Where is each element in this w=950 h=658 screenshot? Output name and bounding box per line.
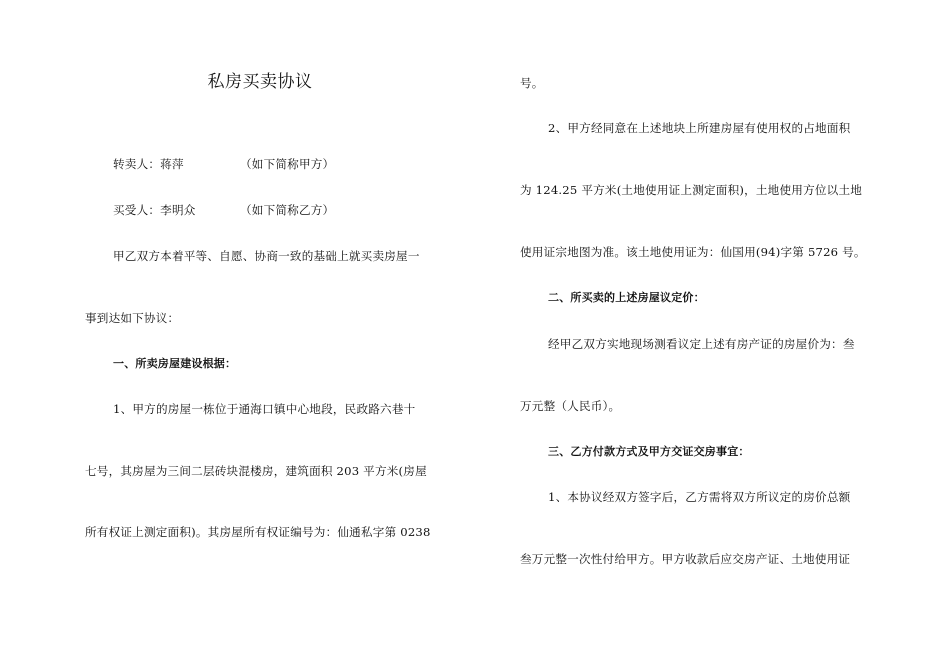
item2-line-2: 为 124.25 平方米(土地使用证上测定面积)，土地使用方位以土地 [520,183,863,197]
item1-line-2: 七号，其房屋为三间二层砖块混楼房，建筑面积 203 平方米(房屋 [85,464,427,478]
section3-heading: 三、乙方付款方式及甲方交证交房事宜： [548,445,750,458]
document-title: 私房买卖协议 [207,72,313,92]
item1-line-1: 1、甲方的房屋一栋位于通海口镇中心地段，民政路六巷十 [113,402,416,416]
item2-line-1: 2、甲方经同意在上述地块上所建房屋有使用权的占地面积 [548,121,851,135]
buyer-note: （如下简称乙方） [240,203,335,217]
seller-note: （如下简称甲方） [240,157,335,171]
item1-line-3: 所有权证上测定面积)。其房屋所有权证编号为：仙通私字第 0238 [85,525,431,539]
price-line-2: 万元整（人民币）。 [520,399,621,413]
left-column [85,0,435,658]
buyer-label: 买受人：李明众 [113,203,196,217]
item2-line-3: 使用证宗地图为准。该土地使用证为：仙国用(94)字第 5726 号。 [520,245,866,259]
intro-line-1: 甲乙双方本着平等、自愿、协商一致的基础上就买卖房屋一 [113,249,420,263]
price-line-1: 经甲乙双方实地现场测看议定上述有房产证的房屋价为：叁 [548,337,855,351]
item1-line-4: 号。 [520,76,544,90]
section1-heading: 一、所卖房屋建设根据： [113,357,237,370]
intro-line-2: 事到达如下协议： [85,311,180,325]
pay-line-2: 叁万元整一次性付给甲方。甲方收款后应交房产证、土地使用证 [520,552,851,566]
pay-line-1: 1、本协议经双方签字后，乙方需将双方所议定的房价总额 [548,490,851,504]
seller-line [85,156,335,172]
right-column [520,0,870,658]
buyer-line [85,202,335,218]
seller-label: 转卖人：蒋萍 [113,157,184,171]
section2-heading: 二、所买卖的上述房屋议定价： [548,291,705,304]
